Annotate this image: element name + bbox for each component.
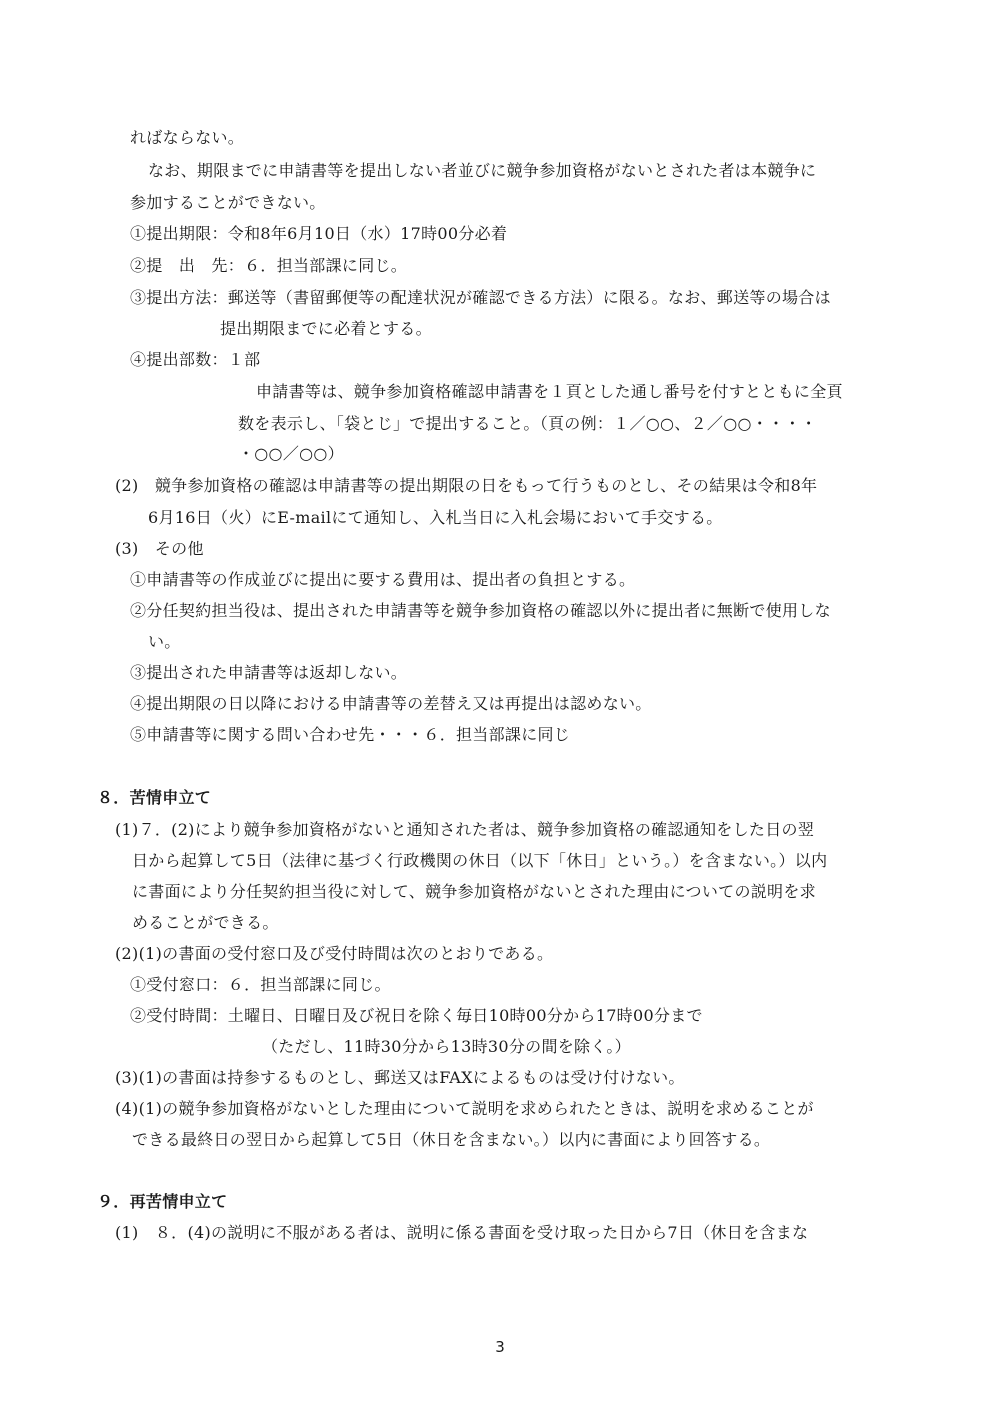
text-line: ③提出された申請書等は返却しない。 (130, 663, 408, 682)
text-line: (2) 競争参加資格の確認は申請書等の提出期限の日をもって行うものとし、その結果は令和8年 (115, 476, 818, 495)
text-line: に書面により分任契約担当役に対して、競争参加資格がないとされた理由についての説明を求 (132, 882, 816, 901)
section-heading: ８．苦情申立て (97, 788, 212, 807)
page-number: 3 (495, 1338, 505, 1356)
text-line: ればならない。 (130, 128, 245, 147)
text-line: ③提出方法：郵送等（書留郵便等の配達状況が確認できる方法）に限る。なお、郵送等の場合は (130, 288, 831, 307)
text-line: 提出期限までに必着とする。 (220, 319, 432, 338)
section-heading: ９．再苦情申立て (97, 1192, 228, 1211)
text-line: ④提出期限の日以降における申請書等の差替え又は再提出は認めない。 (130, 694, 652, 713)
text-line: ②提 出 先：６．担当部課に同じ。 (130, 256, 408, 275)
text-line: （ただし、11時30分から13時30分の間を除く。） (262, 1037, 631, 1056)
text-line: (1) ８．(4)の説明に不服がある者は、説明に係る書面を受け取った日から7日（休日を含まな (115, 1223, 809, 1242)
text-line: 数を表示し、「袋とじ」で提出すること。（頁の例：１／○○、２／○○・・・・ (238, 414, 817, 433)
text-line: (2)(1)の書面の受付窓口及び受付時間は次のとおりである。 (115, 944, 554, 963)
text-line: ①申請書等の作成並びに提出に要する費用は、提出者の負担とする。 (130, 570, 636, 589)
text-line: (1)７．(2)により競争参加資格がないと通知された者は、競争参加資格の確認通知をした日の翌 (115, 820, 815, 839)
text-line: めることができる。 (132, 913, 279, 932)
text-line: 申請書等は、競争参加資格確認申請書を１頁とした通し番号を付すとともに全頁 (256, 382, 843, 401)
text-line: できる最終日の翌日から起算して5日（休日を含まない。）以内に書面により回答する。 (132, 1130, 771, 1149)
text-line: ①提出期限：令和8年6月10日（水）17時00分必着 (130, 224, 508, 243)
text-line: ⑤申請書等に関する問い合わせ先・・・６．担当部課に同じ (130, 725, 571, 744)
text-line: 参加することができない。 (130, 193, 326, 212)
text-line: ①受付窓口：６．担当部課に同じ。 (130, 975, 391, 994)
text-line: (4)(1)の競争参加資格がないとした理由について説明を求められたときは、説明を求めることが (115, 1099, 814, 1118)
text-line: 6月16日（火）にE-mailにて通知し、入札当日に入札会場において手交する。 (148, 508, 723, 527)
text-line: (3)(1)の書面は持参するものとし、郵送又はFAXによるものは受け付けない。 (115, 1068, 685, 1087)
text-line: なお、期限までに申請書等を提出しない者並びに競争参加資格がないとされた者は本競争に (148, 161, 817, 180)
text-line: 日から起算して5日（法律に基づく行政機関の休日（以下「休日」という。）を含まない。）以内 (132, 851, 828, 870)
text-line: い。 (148, 632, 181, 651)
text-line: ②分任契約担当役は、提出された申請書等を競争参加資格の確認以外に提出者に無断で使用しな (130, 601, 831, 620)
text-line: ④提出部数：１部 (130, 350, 261, 369)
text-line: ②受付時間：土曜日、日曜日及び祝日を除く毎日10時00分から17時00分まで (130, 1006, 703, 1025)
text-line: ・○○／○○） (238, 444, 344, 463)
text-line: (3) その他 (115, 539, 204, 558)
